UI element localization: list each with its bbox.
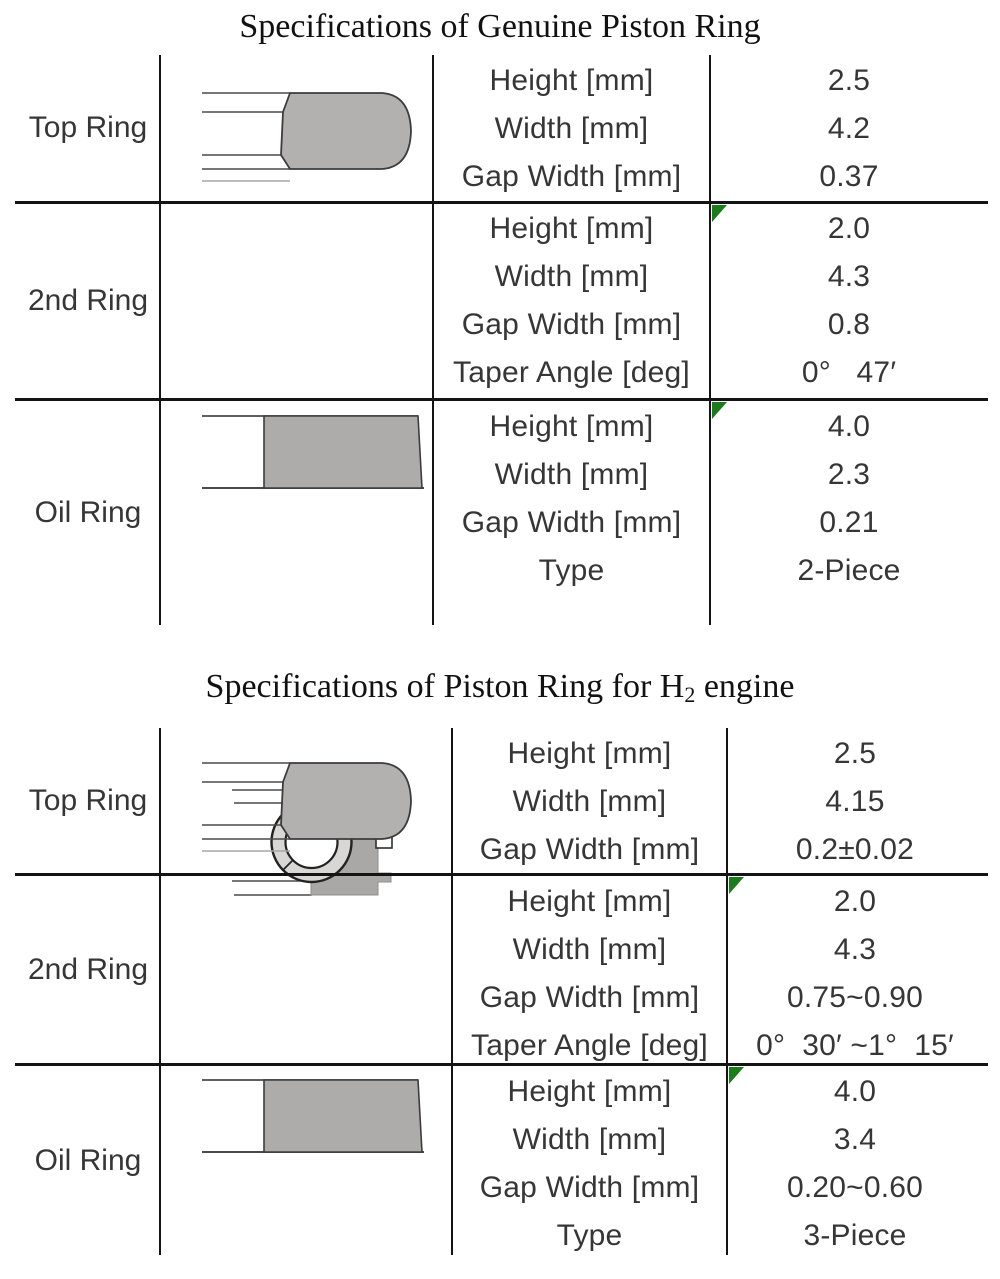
prop-label: Gap Width [mm] (461, 160, 682, 193)
table2-title-text: Specifications of Piston Ring for H (205, 668, 685, 705)
prop-label: Taper Angle [deg] (471, 1029, 708, 1062)
prop-value: 2.0 (827, 212, 871, 245)
genuine-piston-ring-table (0, 55, 1000, 625)
row-label: Top Ring (28, 783, 148, 817)
prop-label: Gap Width [mm] (461, 506, 682, 539)
prop-label: Width [mm] (512, 785, 667, 818)
prop-value: 0° 30′ ~1° 15′ (756, 1029, 954, 1062)
prop-value: 0° 47′ (801, 356, 897, 389)
table2-title-subscript: 2 (684, 682, 696, 707)
prop-label: Width [mm] (494, 112, 649, 145)
prop-value: 3-Piece (803, 1219, 907, 1252)
prop-value: 2.0 (833, 885, 877, 918)
row-label: 2nd Ring (27, 283, 149, 317)
prop-label: Width [mm] (512, 1123, 667, 1156)
prop-label: Gap Width [mm] (479, 981, 700, 1014)
prop-value: 4.0 (833, 1075, 877, 1108)
row-label: 2nd Ring (27, 952, 149, 986)
row-label: Top Ring (28, 111, 148, 144)
row-label: Oil Ring (34, 496, 142, 529)
prop-value: 0.8 (827, 308, 871, 341)
prop-value: 2.5 (827, 64, 871, 97)
h2-engine-piston-ring-table (0, 728, 1000, 1255)
prop-value: 4.15 (825, 785, 885, 818)
prop-value: 0.2±0.02 (795, 833, 915, 866)
prop-label: Height [mm] (489, 212, 654, 245)
top-ring-diagram (196, 86, 418, 188)
prop-value: 3.4 (833, 1123, 877, 1156)
prop-label: Height [mm] (507, 737, 672, 770)
top-ring-diagram (196, 756, 418, 858)
prop-value: 0.75~0.90 (786, 981, 924, 1014)
prop-value: 0.20~0.60 (786, 1171, 924, 1204)
prop-label: Height [mm] (489, 64, 654, 97)
prop-label: Height [mm] (489, 410, 654, 443)
prop-value: 0.21 (819, 506, 879, 539)
prop-label: Height [mm] (507, 1075, 672, 1108)
prop-value: 2.5 (833, 737, 877, 770)
table-row-oil-ring (0, 401, 1000, 625)
prop-label: Width [mm] (494, 458, 649, 491)
table-row-2nd-ring (0, 876, 1000, 1063)
prop-value: 4.0 (827, 410, 871, 443)
prop-label: Width [mm] (512, 933, 667, 966)
prop-label: Type (538, 554, 605, 587)
prop-label: Height [mm] (507, 885, 672, 918)
prop-value: 2.3 (827, 458, 871, 491)
prop-value: 4.2 (827, 112, 871, 145)
prop-value: 0.37 (819, 160, 879, 193)
table-row-top-ring (0, 55, 1000, 201)
prop-value: 2-Piece (797, 554, 901, 587)
prop-label: Gap Width [mm] (479, 1171, 700, 1204)
prop-label: Taper Angle [deg] (453, 356, 690, 389)
table1-title: Specifications of Genuine Piston Ring (239, 8, 761, 45)
table-row-top-ring (0, 728, 1000, 873)
prop-label: Width [mm] (494, 260, 649, 293)
prop-label: Type (556, 1219, 623, 1252)
table2-title (0, 666, 1000, 711)
table-row-oil-ring (0, 1066, 1000, 1255)
table-row-2nd-ring (0, 203, 1000, 398)
prop-value: 4.3 (827, 260, 871, 293)
prop-label: Gap Width [mm] (479, 833, 700, 866)
prop-label: Gap Width [mm] (461, 308, 682, 341)
row-label: Oil Ring (34, 1143, 142, 1177)
table2-title-suffix: engine (695, 668, 795, 705)
prop-value: 4.3 (833, 933, 877, 966)
